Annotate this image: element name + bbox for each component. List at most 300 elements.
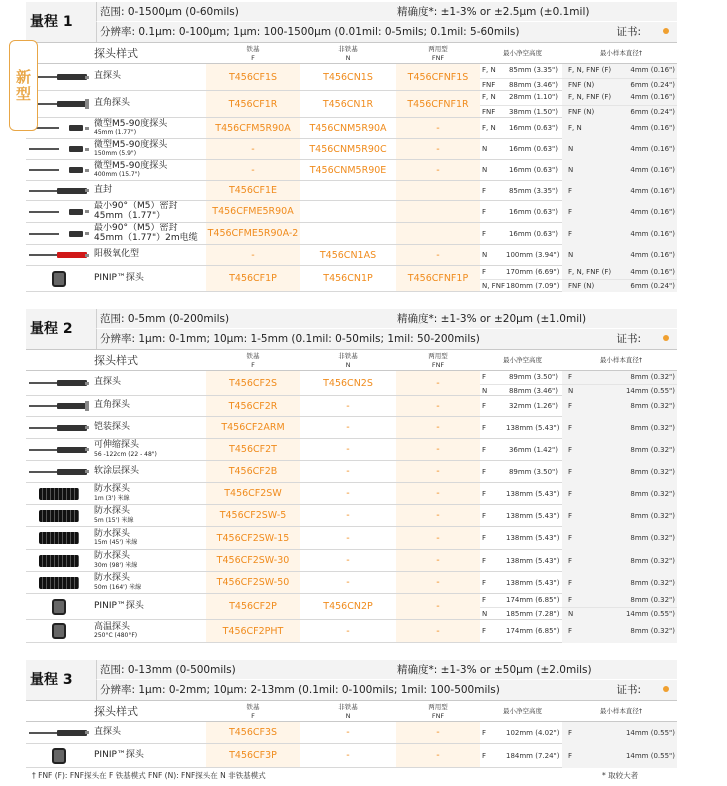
table-row xyxy=(26,91,677,118)
probe-name-wrap xyxy=(94,202,177,221)
spec-line xyxy=(480,594,677,607)
col-nonferrous-code: N xyxy=(345,54,351,62)
probe-name-wrap xyxy=(94,274,144,284)
model-dual: - xyxy=(396,118,480,138)
spec-sample-mode: F xyxy=(562,439,618,461)
probe-name-cell xyxy=(94,461,206,482)
table-row xyxy=(26,139,677,160)
model-ferrous: - xyxy=(206,139,300,159)
probe-name: PINIP™探头 xyxy=(94,600,144,611)
probe-name-cell xyxy=(94,245,206,265)
col-ferrous xyxy=(206,350,300,372)
probe-tip xyxy=(85,232,89,235)
spec-sample-mode: FNF (N) xyxy=(562,106,618,119)
probe-length: 56 -122cm (22 - 48") xyxy=(94,450,157,458)
probe-image xyxy=(29,401,89,411)
spec-mode: F, N xyxy=(482,66,496,74)
spec-sample-diameter: 8mm (0.32") xyxy=(618,505,677,527)
table-row xyxy=(26,266,677,292)
spec-mode: F xyxy=(482,187,487,195)
model-dual: - xyxy=(396,461,480,482)
spec-line xyxy=(480,572,677,594)
probe-name: 铠装探头 xyxy=(94,421,131,432)
model-ferrous: T456CF2T xyxy=(206,439,300,460)
spec-clearance: 88mm (3.46") xyxy=(508,386,558,395)
spec-clearance: 174mm (6.85") xyxy=(506,596,560,604)
range-text: 范围: 0-13mm (0-500mils) xyxy=(100,664,236,676)
spec-mode: F xyxy=(482,490,487,498)
section-title: 量程 3 xyxy=(30,672,73,688)
probe-image xyxy=(29,250,89,260)
spec-clearance: 138mm (5.43") xyxy=(506,424,560,432)
col-min-sample xyxy=(565,43,677,65)
col-dual xyxy=(396,701,480,723)
probe-name-wrap xyxy=(94,552,137,569)
spec-mode: F xyxy=(482,424,487,432)
model-dual: - xyxy=(396,572,480,593)
probe-body xyxy=(69,167,83,173)
model-ferrous: T456CF1R xyxy=(206,91,300,117)
spec-sample-mode: F xyxy=(562,371,618,384)
spec-sample-diameter: 8mm (0.32") xyxy=(618,461,677,483)
section-header xyxy=(26,660,677,700)
model-dual: - xyxy=(396,744,480,767)
spec-sample-diameter: 4mm (0.16") xyxy=(618,181,677,201)
model-dual: - xyxy=(396,483,480,504)
spec-clearance: 180mm (7.09") xyxy=(506,282,560,290)
probe-length: 50m (164') 米線 xyxy=(94,583,142,591)
spec-clearance: 138mm (5.43") xyxy=(506,512,560,520)
model-dual: - xyxy=(396,417,480,438)
spec-mode: N xyxy=(482,145,488,153)
spec-line xyxy=(480,105,677,119)
model-ferrous: T456CFME5R90A xyxy=(206,201,300,222)
spec-clearance: 184mm (7.24") xyxy=(506,752,560,760)
probe-image-cell xyxy=(26,181,92,200)
probe-length: 30m (98') 米線 xyxy=(94,561,138,569)
spec-mode: F xyxy=(482,579,487,587)
spec-clearance: 32mm (1.26") xyxy=(508,402,558,410)
probe-image-cell xyxy=(26,439,92,460)
spec-mode: F xyxy=(482,729,487,737)
col-dual-code: FNF xyxy=(431,54,445,62)
col-ferrous-code: F xyxy=(251,712,255,720)
spec-sample-mode: N xyxy=(562,160,618,181)
probe-tip xyxy=(85,169,89,172)
spec-sample-diameter: 8mm (0.32") xyxy=(618,620,677,643)
spec-line xyxy=(480,91,677,105)
model-ferrous: T456CF2R xyxy=(206,396,300,416)
section-title: 量程 1 xyxy=(30,14,73,30)
table-row xyxy=(26,744,677,768)
spec-sample-mode: F xyxy=(562,722,618,744)
probe-body xyxy=(69,125,83,131)
probe-name-cell xyxy=(94,64,206,90)
col-dual-label: 两用型 xyxy=(428,352,448,360)
spec-line xyxy=(480,201,677,223)
probe-name-wrap xyxy=(94,485,130,502)
spec-sample-mode: F xyxy=(562,505,618,527)
model-ferrous: T456CF2P xyxy=(206,594,300,619)
probe-tip xyxy=(85,99,89,109)
probe-image-cell xyxy=(26,371,92,395)
section-header xyxy=(26,2,677,42)
probe-image-cell xyxy=(26,505,92,526)
waterproof-probe-image xyxy=(39,510,79,522)
model-dual: - xyxy=(396,620,480,642)
model-ferrous: T456CF1S xyxy=(206,64,300,90)
spec-sample-diameter: 8mm (0.32") xyxy=(618,594,677,607)
model-nonferrous: - xyxy=(346,488,350,499)
spec-mode: F xyxy=(482,627,487,635)
probe-name-cell xyxy=(94,505,206,526)
probe-name-wrap xyxy=(94,186,112,196)
spec-sample-diameter: 4mm (0.16") xyxy=(618,201,677,223)
probe-name: 防水探头 xyxy=(94,528,131,539)
spec-line xyxy=(480,396,677,417)
spec-sample-diameter: 4mm (0.16") xyxy=(618,91,677,105)
table-header xyxy=(26,700,677,722)
model-dual xyxy=(396,181,480,200)
spec-mode: N xyxy=(482,166,488,174)
model-ferrous: T456CF3S xyxy=(206,722,300,743)
cert-dot-icon xyxy=(663,686,669,692)
spec-sample-mode: F xyxy=(562,572,618,594)
spec-clearance: 185mm (7.28") xyxy=(506,610,560,618)
model-dual xyxy=(396,201,480,222)
spec-clearance: 100mm (3.94") xyxy=(506,251,560,259)
model-nonferrous: - xyxy=(346,750,350,761)
range-text: 范围: 0-1500μm (0-60mils) xyxy=(100,6,239,18)
model-nonferrous: - xyxy=(346,555,350,566)
model-nonferrous xyxy=(300,201,396,222)
section-title: 量程 2 xyxy=(30,321,73,337)
probe-name-wrap xyxy=(94,441,157,458)
probe-name-wrap xyxy=(94,378,121,388)
table-row xyxy=(26,118,677,139)
spec-sample-diameter: 4mm (0.16") xyxy=(618,223,677,245)
probe-name-cell xyxy=(94,527,206,549)
table-row xyxy=(26,527,677,550)
connector-probe-image xyxy=(52,271,66,287)
spec-line xyxy=(480,181,677,201)
probe-name-wrap xyxy=(94,250,139,260)
spec-mode: FNF xyxy=(482,107,496,116)
col-nonferrous-code: N xyxy=(345,361,351,369)
model-dual: T456CFNF1S xyxy=(396,64,480,90)
probe-body xyxy=(57,252,87,258)
probe-image xyxy=(29,165,89,175)
spec-mode: F xyxy=(482,373,487,381)
model-nonferrous: T456CN1AS xyxy=(319,249,377,261)
probe-name-cell xyxy=(94,118,206,138)
col-ferrous-label: 铁基 xyxy=(246,703,260,711)
spec-clearance: 36mm (1.42") xyxy=(508,446,558,454)
probe-image-cell xyxy=(26,417,92,438)
model-ferrous: T456CF2SW-50 xyxy=(206,572,300,593)
probe-name: 软涂层探头 xyxy=(94,465,140,476)
spec-mode: N xyxy=(482,251,488,259)
col-ferrous xyxy=(206,43,300,65)
probe-image xyxy=(29,445,89,455)
spec-sample-diameter: 6mm (0.24") xyxy=(618,106,677,119)
probe-image-cell xyxy=(26,223,92,244)
footnote-star: * 取较大者 xyxy=(602,771,639,780)
probe-name: 防水探头 xyxy=(94,506,131,517)
range-line xyxy=(96,309,677,329)
spec-sample-diameter: 14mm (0.55") xyxy=(618,385,677,397)
model-ferrous: T456CF1P xyxy=(206,266,300,291)
spec-clearance: 138mm (5.43") xyxy=(506,579,560,587)
spec-sample-mode: F xyxy=(562,417,618,439)
probe-name-cell xyxy=(94,550,206,571)
probe-tip xyxy=(85,76,89,79)
resolution-line xyxy=(96,680,677,700)
spec-clearance: 138mm (5.43") xyxy=(506,490,560,498)
probe-name: PINIP™探头 xyxy=(94,749,144,760)
probe-name-cell xyxy=(94,483,206,504)
section-header xyxy=(26,309,677,349)
spec-clearance: 85mm (3.35") xyxy=(508,187,558,195)
spec-sample-mode: F, N xyxy=(562,118,618,139)
probe-image-cell xyxy=(26,594,92,619)
probe-length: 250°C (480°F) xyxy=(94,632,138,640)
probe-name-wrap xyxy=(94,728,121,738)
probe-tip xyxy=(85,127,89,130)
probe-name-wrap xyxy=(94,224,198,243)
probe-cable xyxy=(29,405,59,407)
spec-mode: F xyxy=(482,534,487,542)
col-clearance xyxy=(480,701,565,723)
spec-mode: N xyxy=(482,386,488,395)
model-nonferrous: - xyxy=(346,400,350,412)
probe-length: 150mm (5.9") xyxy=(94,150,137,158)
spec-line xyxy=(480,483,677,505)
table-row xyxy=(26,371,677,396)
spec-line xyxy=(480,245,677,266)
probe-image-cell xyxy=(26,572,92,593)
spec-sample-diameter: 6mm (0.24") xyxy=(618,79,677,92)
probe-length: 1m (3') 米線 xyxy=(94,494,130,502)
col-ferrous-code: F xyxy=(251,54,255,62)
model-nonferrous: - xyxy=(346,444,350,455)
probe-name-wrap xyxy=(94,602,144,612)
spec-clearance: 38mm (1.50") xyxy=(508,107,558,116)
model-ferrous: T456CF2SW-15 xyxy=(206,527,300,549)
probe-body xyxy=(57,74,87,80)
spec-sample-mode: FNF (N) xyxy=(562,280,618,292)
spec-line xyxy=(480,139,677,160)
model-nonferrous: T456CN2P xyxy=(323,601,373,612)
waterproof-probe-image xyxy=(39,532,79,544)
spec-mode: F xyxy=(482,402,487,410)
spec-clearance: 88mm (3.46") xyxy=(508,80,558,89)
new-badge: 新型 xyxy=(9,40,38,131)
col-min-sample-label: 最小样本直径† xyxy=(599,356,643,364)
col-dual-code: FNF xyxy=(431,712,445,720)
col-probe-style xyxy=(94,43,206,65)
col-dual-code: FNF xyxy=(431,361,445,369)
col-probe-style xyxy=(94,701,206,723)
spec-mode: F, N xyxy=(482,93,496,101)
table-row xyxy=(26,483,677,505)
spec-clearance: 89mm (3.50") xyxy=(508,468,558,476)
spec-line xyxy=(480,223,677,245)
spec-mode: FNF xyxy=(482,80,496,89)
table-row xyxy=(26,550,677,572)
spec-line xyxy=(480,384,677,397)
spec-line xyxy=(480,371,677,384)
resolution-line xyxy=(96,22,677,42)
probe-image xyxy=(29,144,89,154)
model-ferrous: T456CF1E xyxy=(206,181,300,200)
probe-tip xyxy=(85,382,89,385)
probe-tip xyxy=(85,189,89,192)
spec-sample-mode: F xyxy=(562,223,618,245)
spec-sample-diameter: 8mm (0.32") xyxy=(618,572,677,594)
probe-name-wrap xyxy=(94,120,167,137)
model-nonferrous: - xyxy=(346,510,350,521)
col-dual xyxy=(396,350,480,372)
probe-name: 最小90°（M5）密封 xyxy=(94,201,178,211)
spec-mode: N, FNF xyxy=(482,282,505,290)
spec-line xyxy=(480,722,677,744)
spec-clearance: 28mm (1.10") xyxy=(508,93,558,101)
probe-name-cell xyxy=(94,417,206,438)
probe-name-cell xyxy=(94,396,206,416)
spec-sample-mode: F, N, FNF (F) xyxy=(562,64,618,78)
table-row xyxy=(26,64,677,91)
model-nonferrous: - xyxy=(346,422,350,433)
probe-name: 可伸缩探头 xyxy=(94,440,140,451)
spec-clearance: 138mm (5.43") xyxy=(506,534,560,542)
spec-sample-diameter: 4mm (0.16") xyxy=(618,64,677,78)
spec-clearance: 16mm (0.63") xyxy=(508,145,558,153)
probe-cable xyxy=(29,211,59,213)
table-row xyxy=(26,223,677,245)
probe-image xyxy=(29,123,89,133)
spec-sample-mode: N xyxy=(562,139,618,160)
probe-length: 45mm（1.77"） xyxy=(94,210,166,221)
spec-sample-mode: F xyxy=(562,181,618,201)
resolution-line xyxy=(96,329,677,349)
probe-name-wrap xyxy=(94,401,130,411)
probe-image-cell xyxy=(26,483,92,504)
col-probe-style-label: 探头样式 xyxy=(94,47,138,60)
model-ferrous: T456CF2ARM xyxy=(206,417,300,438)
spec-sample-mode: F xyxy=(562,620,618,643)
probe-cable xyxy=(29,148,59,150)
probe-name-cell xyxy=(94,594,206,619)
col-probe-style-label: 探头样式 xyxy=(94,354,138,367)
probe-name: 最小90°（M5）密封 xyxy=(94,223,178,233)
model-ferrous: T456CF2S xyxy=(206,371,300,395)
probe-name-cell xyxy=(94,139,206,159)
spec-mode: F xyxy=(482,596,487,604)
spec-sample-mode: F xyxy=(562,594,618,607)
probe-name: 直封 xyxy=(94,184,113,195)
table-row xyxy=(26,461,677,483)
table-row xyxy=(26,201,677,223)
probe-image xyxy=(29,229,89,239)
col-dual-label: 两用型 xyxy=(428,703,448,711)
col-nonferrous-code: N xyxy=(345,712,351,720)
probe-name: PINIP™探头 xyxy=(94,272,144,283)
probe-body xyxy=(57,188,87,194)
spec-sample-mode: N xyxy=(562,608,618,620)
model-dual: - xyxy=(396,550,480,571)
col-min-sample-label: 最小样本直径† xyxy=(599,49,643,57)
probe-name-cell xyxy=(94,744,206,767)
cert-label: 证书: xyxy=(616,26,641,38)
model-dual: - xyxy=(396,245,480,265)
accuracy-text: 精确度*: ±1-3% or ±20μm (±1.0mil) xyxy=(397,313,587,325)
spec-clearance: 170mm (6.69") xyxy=(506,268,560,276)
probe-image xyxy=(29,728,89,738)
probe-image-cell xyxy=(26,550,92,571)
model-dual: - xyxy=(396,396,480,416)
col-dual xyxy=(396,43,480,65)
probe-image xyxy=(29,423,89,433)
probe-name-wrap xyxy=(94,507,133,524)
resolution-text: 分辨率: 1μm: 0-1mm; 10μm: 1-5mm (0.1mil: 0-50mils; 1mil: 50-200mils) xyxy=(100,333,480,345)
probe-name: 直探头 xyxy=(94,377,122,388)
model-nonferrous: - xyxy=(346,625,350,637)
probe-length: 5m (15') 米線 xyxy=(94,516,134,524)
spec-sample-mode: F, N, FNF (F) xyxy=(562,266,618,279)
probe-image xyxy=(29,186,89,196)
probe-name: 直探头 xyxy=(94,71,122,82)
probe-name: 微型M5-90度探头 xyxy=(94,118,168,129)
spec-line xyxy=(480,527,677,550)
spec-sample-mode: F xyxy=(562,527,618,550)
col-ferrous xyxy=(206,701,300,723)
col-nonferrous-label: 非铁基 xyxy=(338,45,358,53)
probe-tip xyxy=(85,210,89,213)
probe-image xyxy=(29,99,89,109)
spec-sample-diameter: 8mm (0.32") xyxy=(618,483,677,505)
cert-label: 证书: xyxy=(616,333,641,345)
table-header xyxy=(26,42,677,64)
probe-length: 45mm (1.77") xyxy=(94,129,137,137)
probe-image-cell xyxy=(26,744,92,767)
probe-cable xyxy=(29,233,59,235)
model-ferrous: T456CFM5R90A xyxy=(206,118,300,138)
model-dual: - xyxy=(396,139,480,159)
model-nonferrous: T456CN1P xyxy=(323,273,373,284)
model-nonferrous: T456CNM5R90C xyxy=(309,143,387,155)
spec-sample-diameter: 8mm (0.32") xyxy=(618,371,677,384)
connector-probe-image xyxy=(52,623,66,639)
probe-length: 400mm (15.7") xyxy=(94,171,140,179)
probe-name-wrap xyxy=(94,467,139,477)
spec-line xyxy=(480,607,677,620)
probe-body xyxy=(57,403,87,409)
probe-name-cell xyxy=(94,439,206,460)
col-nonferrous xyxy=(300,350,396,372)
model-ferrous: T456CF3P xyxy=(206,744,300,767)
probe-image-cell xyxy=(26,245,92,265)
probe-name-cell xyxy=(94,181,206,200)
table-header xyxy=(26,349,677,371)
spec-sample-mode: N xyxy=(562,245,618,266)
table-row xyxy=(26,417,677,439)
col-dual-label: 两用型 xyxy=(428,45,448,53)
probe-name-cell xyxy=(94,371,206,395)
probe-tip xyxy=(85,426,89,429)
footnote-fnf: † FNF (F): FNF探头在 F 铁基模式 FNF (N): FNF探头在 N 非铁基模式 xyxy=(32,771,266,780)
cert-label: 证书: xyxy=(616,684,641,696)
